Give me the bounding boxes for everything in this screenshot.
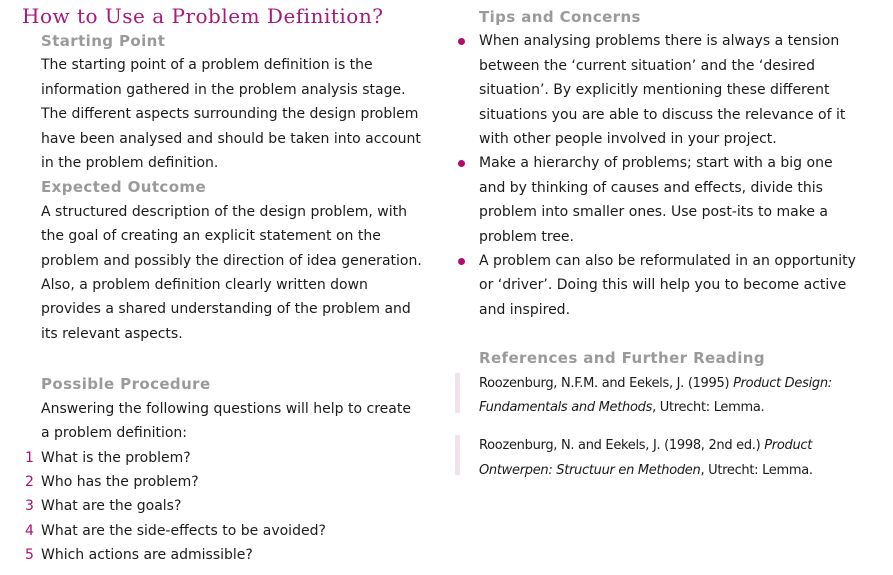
tip-line: situation’. By explicitly mentioning these different — [479, 82, 830, 99]
tip-line: and by thinking of causes and effects, divide this — [479, 179, 823, 196]
paragraph-line: its relevant aspects. — [41, 325, 183, 342]
reference-line — [479, 459, 887, 484]
paragraph-line: a problem definition: — [41, 425, 188, 442]
paragraph-line: A structured description of the design problem, with — [41, 203, 407, 220]
reference-item — [479, 372, 887, 421]
reference-line — [479, 396, 887, 421]
tip-line: A problem can also be reformulated in an opportunity — [479, 249, 887, 273]
section-heading-tips: Tips and Concerns — [479, 8, 641, 26]
paragraph-line: in the problem definition. — [41, 155, 219, 172]
list-number: 5 — [25, 547, 34, 564]
tip-line: between the ‘current situation’ and the ‘desired — [479, 57, 815, 74]
tip-line: and inspired. — [479, 301, 571, 318]
numbered-question — [25, 470, 456, 494]
reference-text-segment: Roozenburg, N.F.M. and Eekels, J. (1995) — [479, 375, 734, 391]
paragraph-line: The starting point of a problem definition is the — [41, 57, 373, 74]
numbered-question — [25, 519, 456, 543]
question-text: Who has the problem? — [41, 473, 199, 490]
reference-text-segment: , Utrecht: Lemma. — [652, 400, 765, 416]
list-number: 1 — [25, 449, 34, 466]
question-text: What are the goals? — [41, 498, 182, 515]
list-number: 2 — [25, 473, 34, 490]
list-number: 3 — [25, 498, 34, 515]
reference-accent-bar — [455, 373, 460, 413]
section-heading-references: References and Further Reading — [479, 349, 766, 368]
paragraph-line: have been analysed and should be taken into account — [41, 130, 421, 147]
tip-line: Make a hierarchy of problems; start with a big one — [479, 151, 887, 175]
tip-line: situations you are able to discuss the relevance of it — [479, 106, 846, 123]
bullet-icon — [458, 38, 465, 45]
section-heading: Expected Outcome — [41, 178, 207, 197]
reference-line — [479, 434, 887, 459]
section-gap — [479, 322, 887, 346]
tip-line: problem tree. — [479, 228, 574, 245]
reference-item — [479, 434, 887, 483]
question-text: What is the problem? — [41, 449, 191, 466]
bullet-icon — [458, 160, 465, 167]
question-text: What are the side-effects to be avoided? — [41, 522, 326, 539]
numbered-question — [25, 446, 456, 470]
reference-text-segment: , Utrecht: Lemma. — [700, 462, 813, 478]
paragraph-line: The different aspects surrounding the design problem — [41, 106, 419, 123]
paragraph-line: Answering the following questions will help to create — [41, 400, 411, 417]
section-heading: Starting Point — [41, 32, 166, 50]
reference-text-segment: Product — [764, 438, 813, 454]
reference-text-segment: Ontwerpen: Structuur en Methoden — [479, 462, 701, 478]
tip-line: with other people involved in your project. — [479, 131, 777, 148]
left-column-content — [25, 29, 456, 568]
references-list — [479, 372, 887, 484]
reference-text-segment: Roozenburg, N. and Eekels, J. (1998, 2nd ed.) — [479, 438, 765, 454]
paragraph-line: information gathered in the problem analysis stage. — [41, 81, 406, 98]
right-column — [479, 5, 887, 484]
paragraph-line: Also, a problem definition clearly written down — [41, 277, 368, 294]
list-number: 4 — [25, 522, 34, 539]
page-title: How to Use a Problem Definition? — [22, 4, 384, 28]
left-column — [22, 4, 456, 568]
bullet-icon — [458, 258, 465, 265]
tips-list — [479, 29, 887, 322]
paragraph-line: problem and possibly the direction of idea generation. — [41, 252, 422, 269]
paragraph-line: the goal of creating an explicit statement on the — [41, 228, 381, 245]
reference-line — [479, 372, 887, 397]
numbered-question — [25, 543, 456, 567]
section-gap — [41, 346, 456, 372]
paragraph-line: provides a shared understanding of the problem and — [41, 301, 411, 318]
reference-text-segment: Fundamentals and Methods — [479, 400, 653, 416]
question-text: Which actions are admissible? — [41, 547, 253, 564]
reference-accent-bar — [455, 435, 460, 475]
tip-line: When analysing problems there is always a tension — [479, 29, 887, 53]
reference-text-segment: Product Design: — [733, 375, 832, 391]
numbered-question — [25, 494, 456, 518]
section-heading: Possible Procedure — [41, 375, 211, 394]
tip-line: or ‘driver’. Doing this will help you to become active — [479, 277, 847, 294]
tip-line: problem into smaller ones. Use post-its to make a — [479, 204, 828, 221]
